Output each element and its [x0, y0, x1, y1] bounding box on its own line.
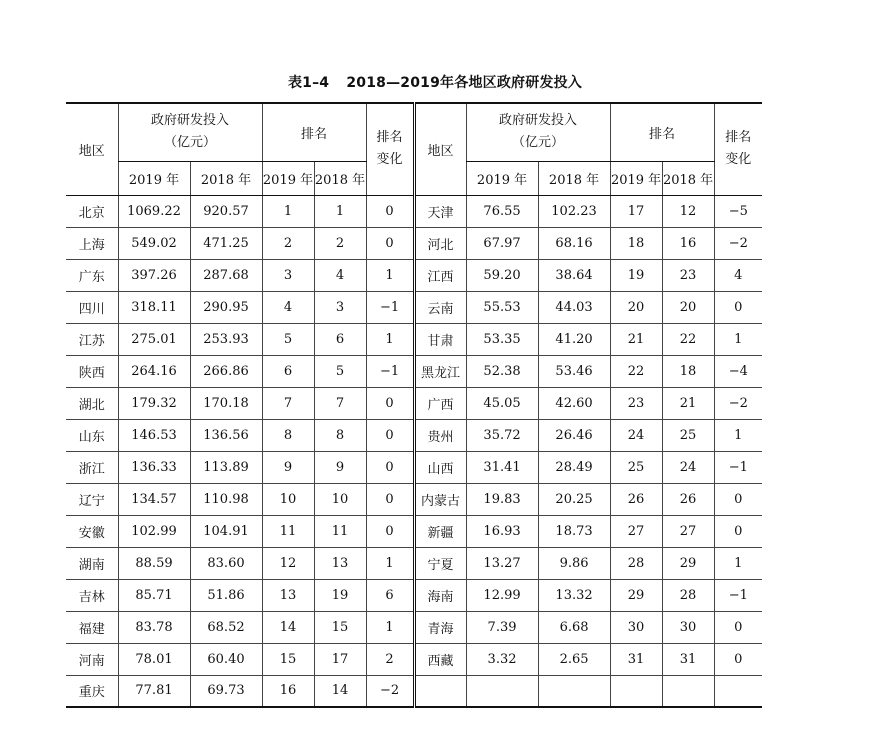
header-rank-right: 排名 — [610, 103, 714, 161]
cell-region: 广东 — [66, 259, 118, 291]
table-row — [66, 291, 762, 323]
cell-region-right: 青海 — [414, 611, 466, 643]
cell-region-right: 江西 — [414, 259, 466, 291]
cell-investment-2018: 290.95 — [190, 291, 262, 323]
cell-region: 重庆 — [66, 675, 118, 707]
cell-region: 山东 — [66, 419, 118, 451]
table-row — [66, 387, 762, 419]
table-row — [66, 483, 762, 515]
cell-rank-2019-right: 30 — [610, 611, 662, 643]
cell-investment-2018-right: 68.16 — [538, 227, 610, 259]
cell-investment-2019: 83.78 — [118, 611, 190, 643]
cell-investment-2019: 264.16 — [118, 355, 190, 387]
cell-investment-2018-right: 20.25 — [538, 483, 610, 515]
cell-investment-2019-right: 67.97 — [466, 227, 538, 259]
header-rank-change — [366, 103, 414, 195]
cell-investment-2019: 549.02 — [118, 227, 190, 259]
cell-rank-2018: 14 — [314, 675, 366, 707]
cell-rank-change-right: 0 — [714, 611, 762, 643]
cell-investment-2019: 1069.22 — [118, 195, 190, 227]
cell-rank-change: 1 — [366, 611, 414, 643]
cell-rank-2019-right: 24 — [610, 419, 662, 451]
cell-investment-2019: 134.57 — [118, 483, 190, 515]
table-row — [66, 419, 762, 451]
cell-investment-2019: 275.01 — [118, 323, 190, 355]
cell-rank-2019: 9 — [262, 451, 314, 483]
cell-rank-2018-right: 16 — [662, 227, 714, 259]
table-row — [66, 611, 762, 643]
table-row — [66, 643, 762, 675]
cell-investment-2019: 179.32 — [118, 387, 190, 419]
cell-investment-2018: 170.18 — [190, 387, 262, 419]
table-title: 2018—2019年各地区政府研发投入 — [346, 75, 583, 91]
cell-investment-2018: 266.86 — [190, 355, 262, 387]
table-body — [66, 195, 762, 707]
header-rank-2018: 2018 年 — [314, 161, 366, 195]
cell-investment-2018: 104.91 — [190, 515, 262, 547]
cell-region: 河南 — [66, 643, 118, 675]
cell-investment-2019: 318.11 — [118, 291, 190, 323]
cell-investment-2018: 253.93 — [190, 323, 262, 355]
cell-region-right: 广西 — [414, 387, 466, 419]
header-rank-2019: 2019 年 — [262, 161, 314, 195]
cell-rank-change-right: −2 — [714, 227, 762, 259]
cell-investment-2019: 146.53 — [118, 419, 190, 451]
cell-rank-change: 0 — [366, 515, 414, 547]
cell-rank-2019: 16 — [262, 675, 314, 707]
cell-rank-2018: 11 — [314, 515, 366, 547]
cell-rank-2018: 8 — [314, 419, 366, 451]
cell-rank-change-right: −1 — [714, 579, 762, 611]
cell-rank-change-right: −4 — [714, 355, 762, 387]
cell-rank-2018-right: 18 — [662, 355, 714, 387]
cell-rank-2018-right: 30 — [662, 611, 714, 643]
cell-investment-2019-right: 13.27 — [466, 547, 538, 579]
cell-rank-change-right: −1 — [714, 451, 762, 483]
cell-rank-2018-right: 29 — [662, 547, 714, 579]
cell-region-right: 宁夏 — [414, 547, 466, 579]
header-inv-2019-right: 2019 年 — [466, 161, 538, 195]
cell-rank-2019-right: 28 — [610, 547, 662, 579]
cell-rank-2019: 8 — [262, 419, 314, 451]
cell-rank-2018-right: 22 — [662, 323, 714, 355]
cell-investment-2018: 920.57 — [190, 195, 262, 227]
cell-investment-2018: 113.89 — [190, 451, 262, 483]
cell-rank-2018-right: 23 — [662, 259, 714, 291]
cell-investment-2019-right — [466, 675, 538, 707]
cell-region: 福建 — [66, 611, 118, 643]
header-rank-change-line1: 排名 — [376, 130, 403, 146]
cell-investment-2018-right: 42.60 — [538, 387, 610, 419]
cell-rank-2018: 1 — [314, 195, 366, 227]
cell-region-right: 山西 — [414, 451, 466, 483]
cell-investment-2018-right: 18.73 — [538, 515, 610, 547]
cell-rank-2019: 4 — [262, 291, 314, 323]
cell-investment-2019-right: 55.53 — [466, 291, 538, 323]
cell-rank-2019: 2 — [262, 227, 314, 259]
cell-rank-change: 0 — [366, 483, 414, 515]
header-rank-change-right-line1: 排名 — [725, 130, 752, 146]
cell-investment-2019: 85.71 — [118, 579, 190, 611]
cell-rank-change: 0 — [366, 387, 414, 419]
cell-rank-change-right: 0 — [714, 483, 762, 515]
cell-investment-2018: 68.52 — [190, 611, 262, 643]
cell-region-right: 河北 — [414, 227, 466, 259]
cell-region: 湖南 — [66, 547, 118, 579]
cell-region: 浙江 — [66, 451, 118, 483]
header-inv-2018-right: 2018 年 — [538, 161, 610, 195]
cell-investment-2018: 471.25 — [190, 227, 262, 259]
cell-region: 北京 — [66, 195, 118, 227]
cell-investment-2019: 77.81 — [118, 675, 190, 707]
table-row — [66, 451, 762, 483]
cell-investment-2019-right: 19.83 — [466, 483, 538, 515]
header-inv-2019: 2019 年 — [118, 161, 190, 195]
cell-rank-2018-right: 21 — [662, 387, 714, 419]
cell-investment-2018-right — [538, 675, 610, 707]
cell-investment-2019-right: 31.41 — [466, 451, 538, 483]
cell-rank-change-right: 0 — [714, 515, 762, 547]
header-investment-line2: （亿元） — [164, 135, 217, 151]
cell-region: 江苏 — [66, 323, 118, 355]
header-rank-2018-right: 2018 年 — [662, 161, 714, 195]
header-inv-2018: 2018 年 — [190, 161, 262, 195]
cell-rank-change-right — [714, 675, 762, 707]
cell-investment-2018-right: 38.64 — [538, 259, 610, 291]
cell-investment-2018: 287.68 — [190, 259, 262, 291]
cell-region-right: 新疆 — [414, 515, 466, 547]
cell-rank-change: −1 — [366, 291, 414, 323]
cell-rank-change: 6 — [366, 579, 414, 611]
cell-rank-2019-right — [610, 675, 662, 707]
cell-rank-change-right: 4 — [714, 259, 762, 291]
cell-rank-2019: 14 — [262, 611, 314, 643]
cell-region-right: 云南 — [414, 291, 466, 323]
cell-investment-2018: 60.40 — [190, 643, 262, 675]
cell-region-right: 甘肃 — [414, 323, 466, 355]
cell-region-right — [414, 675, 466, 707]
cell-rank-change: 1 — [366, 547, 414, 579]
table-row — [66, 579, 762, 611]
cell-investment-2019: 78.01 — [118, 643, 190, 675]
cell-region-right: 天津 — [414, 195, 466, 227]
header-rank-change-right-line2: 变化 — [725, 152, 752, 168]
header-investment-right-line2: （亿元） — [512, 135, 565, 151]
cell-investment-2019: 397.26 — [118, 259, 190, 291]
cell-rank-2018: 9 — [314, 451, 366, 483]
cell-region: 湖北 — [66, 387, 118, 419]
cell-region: 辽宁 — [66, 483, 118, 515]
header-rank-2019-right: 2019 年 — [610, 161, 662, 195]
table-row — [66, 259, 762, 291]
cell-region-right: 西藏 — [414, 643, 466, 675]
cell-rank-2019-right: 29 — [610, 579, 662, 611]
cell-investment-2019-right: 16.93 — [466, 515, 538, 547]
header-investment-right-line1: 政府研发投入 — [499, 113, 578, 129]
header-rank: 排名 — [262, 103, 366, 161]
cell-investment-2018: 83.60 — [190, 547, 262, 579]
cell-rank-2018: 7 — [314, 387, 366, 419]
table-row — [66, 675, 762, 707]
cell-rank-2019: 7 — [262, 387, 314, 419]
cell-rank-2018-right: 28 — [662, 579, 714, 611]
cell-region: 上海 — [66, 227, 118, 259]
cell-rank-2018: 10 — [314, 483, 366, 515]
cell-rank-change: −2 — [366, 675, 414, 707]
cell-investment-2019-right: 3.32 — [466, 643, 538, 675]
header-region-right: 地区 — [414, 103, 466, 195]
cell-rank-change: 1 — [366, 323, 414, 355]
cell-rank-2018-right: 24 — [662, 451, 714, 483]
cell-investment-2019-right: 45.05 — [466, 387, 538, 419]
cell-investment-2019: 88.59 — [118, 547, 190, 579]
cell-rank-2018: 2 — [314, 227, 366, 259]
cell-rank-2019: 13 — [262, 579, 314, 611]
table-row — [66, 547, 762, 579]
cell-rank-2018: 15 — [314, 611, 366, 643]
cell-rank-change: 0 — [366, 195, 414, 227]
cell-investment-2019-right: 12.99 — [466, 579, 538, 611]
cell-investment-2018-right: 53.46 — [538, 355, 610, 387]
cell-rank-2019: 10 — [262, 483, 314, 515]
cell-investment-2018: 110.98 — [190, 483, 262, 515]
table-caption — [0, 72, 870, 92]
cell-rank-2019: 5 — [262, 323, 314, 355]
cell-rank-2018: 13 — [314, 547, 366, 579]
cell-investment-2018-right: 102.23 — [538, 195, 610, 227]
cell-rank-2019-right: 21 — [610, 323, 662, 355]
cell-rank-2018-right: 31 — [662, 643, 714, 675]
cell-rank-2019: 15 — [262, 643, 314, 675]
cell-region: 四川 — [66, 291, 118, 323]
cell-rank-change: 1 — [366, 259, 414, 291]
cell-investment-2018-right: 28.49 — [538, 451, 610, 483]
cell-region-right: 海南 — [414, 579, 466, 611]
cell-rank-change-right: −2 — [714, 387, 762, 419]
cell-rank-2018-right: 20 — [662, 291, 714, 323]
cell-investment-2019-right: 59.20 — [466, 259, 538, 291]
table-row — [66, 355, 762, 387]
rd-investment-table — [66, 102, 762, 708]
cell-rank-2019-right: 31 — [610, 643, 662, 675]
cell-investment-2019: 102.99 — [118, 515, 190, 547]
cell-rank-change: 0 — [366, 419, 414, 451]
cell-rank-2019-right: 22 — [610, 355, 662, 387]
header-investment-line1: 政府研发投入 — [151, 113, 230, 129]
cell-investment-2018-right: 41.20 — [538, 323, 610, 355]
cell-region: 陕西 — [66, 355, 118, 387]
cell-rank-change: 0 — [366, 227, 414, 259]
cell-investment-2018: 51.86 — [190, 579, 262, 611]
table-number: 表1–4 — [287, 75, 330, 91]
cell-rank-2018: 3 — [314, 291, 366, 323]
cell-investment-2018-right: 6.68 — [538, 611, 610, 643]
header-rank-change-line2: 变化 — [376, 152, 403, 168]
cell-rank-change-right: 0 — [714, 643, 762, 675]
cell-investment-2018-right: 9.86 — [538, 547, 610, 579]
cell-investment-2019-right: 53.35 — [466, 323, 538, 355]
header-rank-change-right — [714, 103, 762, 195]
table-row — [66, 515, 762, 547]
cell-rank-2018-right: 25 — [662, 419, 714, 451]
cell-region-right: 黑龙江 — [414, 355, 466, 387]
cell-rank-change-right: −5 — [714, 195, 762, 227]
cell-rank-change: 0 — [366, 451, 414, 483]
cell-rank-2019-right: 17 — [610, 195, 662, 227]
header-investment-right — [466, 103, 610, 161]
cell-rank-2018: 19 — [314, 579, 366, 611]
cell-rank-2018-right: 27 — [662, 515, 714, 547]
cell-rank-2019-right: 25 — [610, 451, 662, 483]
header-row-main — [66, 103, 762, 161]
cell-rank-2019-right: 20 — [610, 291, 662, 323]
cell-rank-2018: 4 — [314, 259, 366, 291]
cell-rank-2019: 11 — [262, 515, 314, 547]
table-row — [66, 227, 762, 259]
cell-rank-2019: 12 — [262, 547, 314, 579]
cell-investment-2019-right: 52.38 — [466, 355, 538, 387]
cell-investment-2018: 69.73 — [190, 675, 262, 707]
cell-rank-change-right: 1 — [714, 547, 762, 579]
table-row — [66, 195, 762, 227]
cell-investment-2019: 136.33 — [118, 451, 190, 483]
cell-region: 吉林 — [66, 579, 118, 611]
cell-rank-2019: 3 — [262, 259, 314, 291]
cell-investment-2018-right: 44.03 — [538, 291, 610, 323]
cell-rank-2018: 5 — [314, 355, 366, 387]
cell-rank-change: 2 — [366, 643, 414, 675]
cell-investment-2019-right: 7.39 — [466, 611, 538, 643]
cell-investment-2018-right: 13.32 — [538, 579, 610, 611]
cell-rank-2019: 1 — [262, 195, 314, 227]
cell-region-right: 内蒙古 — [414, 483, 466, 515]
cell-rank-change-right: 1 — [714, 419, 762, 451]
cell-rank-2018-right: 26 — [662, 483, 714, 515]
cell-rank-2019-right: 18 — [610, 227, 662, 259]
cell-rank-change: −1 — [366, 355, 414, 387]
cell-rank-2019-right: 23 — [610, 387, 662, 419]
cell-investment-2019-right: 76.55 — [466, 195, 538, 227]
cell-rank-change-right: 1 — [714, 323, 762, 355]
cell-region-right: 贵州 — [414, 419, 466, 451]
cell-investment-2019-right: 35.72 — [466, 419, 538, 451]
cell-rank-2018-right: 12 — [662, 195, 714, 227]
cell-rank-2019-right: 26 — [610, 483, 662, 515]
cell-investment-2018: 136.56 — [190, 419, 262, 451]
header-investment — [118, 103, 262, 161]
cell-investment-2018-right: 2.65 — [538, 643, 610, 675]
cell-rank-2019: 6 — [262, 355, 314, 387]
cell-rank-2019-right: 27 — [610, 515, 662, 547]
cell-rank-2018: 17 — [314, 643, 366, 675]
cell-rank-2018-right — [662, 675, 714, 707]
table-row — [66, 323, 762, 355]
cell-rank-2018: 6 — [314, 323, 366, 355]
header-region: 地区 — [66, 103, 118, 195]
cell-region: 安徽 — [66, 515, 118, 547]
cell-rank-change-right: 0 — [714, 291, 762, 323]
cell-rank-2019-right: 19 — [610, 259, 662, 291]
cell-investment-2018-right: 26.46 — [538, 419, 610, 451]
